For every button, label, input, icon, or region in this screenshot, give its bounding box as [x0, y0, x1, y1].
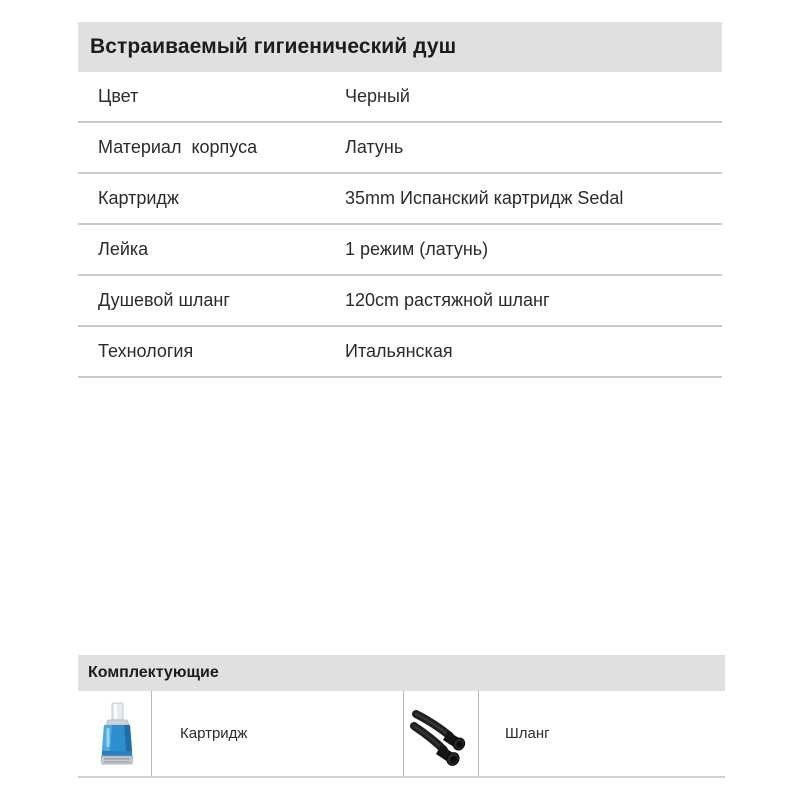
table-row	[78, 173, 722, 224]
specification-header	[78, 22, 722, 72]
spec-value: 120cm растяжной шланг	[345, 290, 550, 310]
table-row	[78, 275, 722, 326]
hose-icon	[410, 700, 472, 768]
spec-label: Цвет	[98, 86, 139, 106]
spec-value: 35mm Испанский картридж Sedal	[345, 188, 624, 208]
cartridge-icon	[92, 701, 138, 767]
spec-value: Латунь	[345, 137, 404, 157]
component-label-cell	[479, 691, 725, 776]
table-row	[78, 122, 722, 173]
page-title: Встраиваемый гигиенический душ	[90, 35, 457, 58]
table-row	[78, 224, 722, 275]
spec-value: 1 режим (латунь)	[345, 239, 489, 259]
component-label-cell	[152, 691, 404, 776]
spec-value: Черный	[345, 86, 410, 106]
spec-label: Материал корпуса	[98, 137, 258, 157]
component-image-cell	[78, 691, 152, 776]
spec-label: Лейка	[98, 239, 149, 259]
spec-label: Душевой шланг	[98, 290, 230, 310]
spec-label: Технология	[98, 341, 194, 361]
spec-label: Картридж	[98, 188, 179, 208]
components-title: Комплектующие	[88, 664, 219, 681]
component-label: Картридж	[180, 725, 248, 742]
component-label: Шланг	[505, 725, 550, 742]
specification-block	[78, 22, 722, 378]
table-row	[78, 72, 722, 122]
spec-value: Итальянская	[345, 341, 453, 361]
components-block	[78, 655, 725, 778]
components-row	[78, 691, 725, 778]
components-header	[78, 655, 725, 691]
table-row	[78, 326, 722, 377]
component-image-cell	[404, 691, 479, 776]
specification-table	[78, 72, 722, 378]
